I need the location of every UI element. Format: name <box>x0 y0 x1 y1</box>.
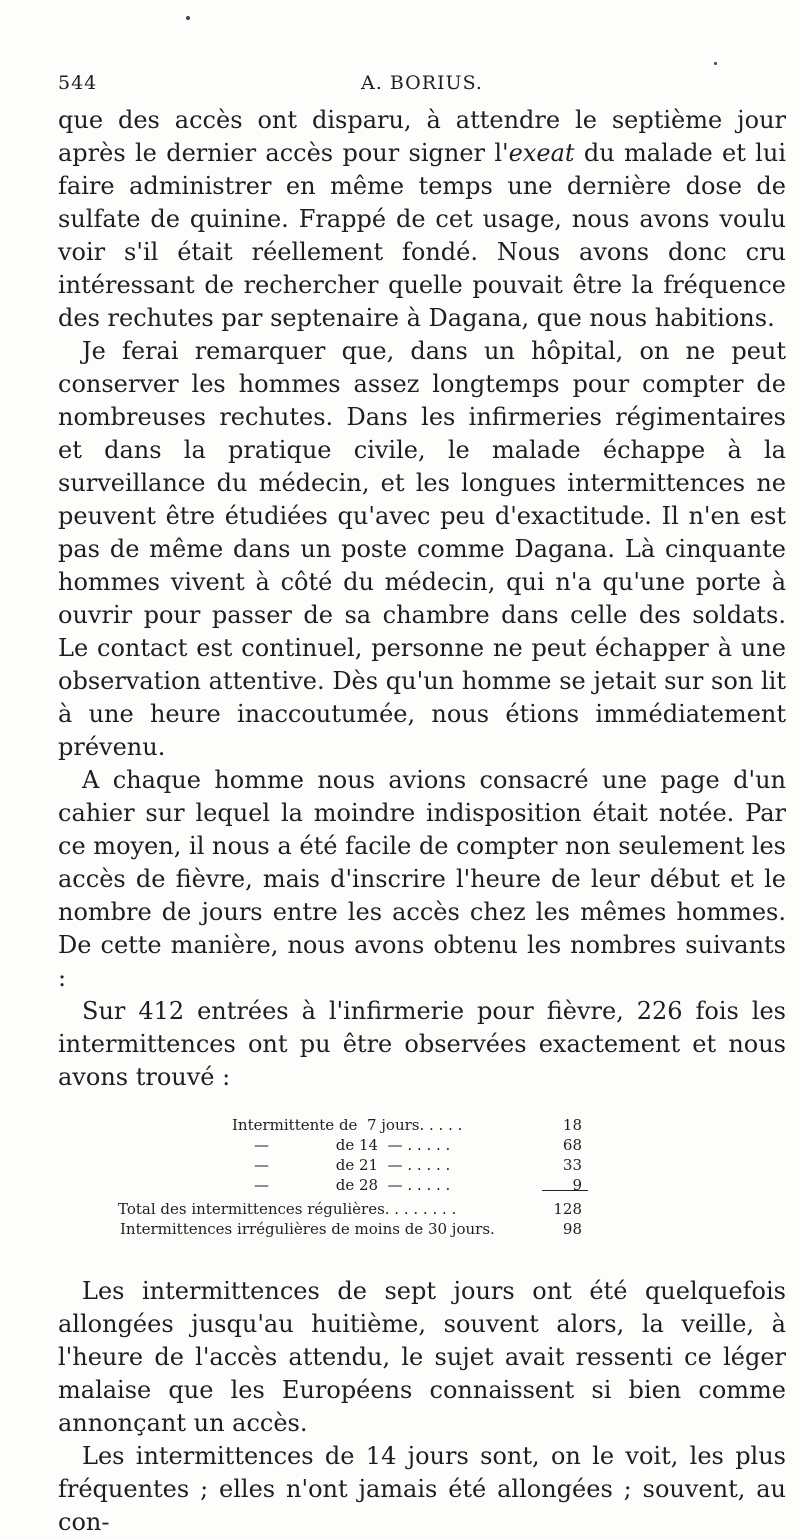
table-row <box>58 1116 786 1136</box>
page-number: 544 <box>58 72 98 94</box>
total-rule <box>542 1190 588 1191</box>
row-value: 33 <box>562 1156 582 1174</box>
running-head: A. BORIUS. <box>361 72 483 94</box>
paragraph-1: que des accès ont disparu, à attendre le septième jour après le dernier accès pour signer l'exeat du malade et lui faire administrer en même temps une dernière dose de sulfate de quinine. Frappé de cet usage, nous avons voulu voir s'il était réellement fondé. Nous avons donc cru intéressant de rechercher quelle pouvait être la fréquence des rechutes par septenaire à Dagana, que nous habitions. <box>58 106 786 332</box>
paragraph-6: Les intermittences de 14 jours sont, on le voit, les plus fréquentes ; elles n'ont jamais été allongées ; souvent, au con- <box>58 1442 786 1536</box>
row-label: — de 21 — . . . . . <box>254 1156 451 1174</box>
italic-term: exeat <box>508 139 575 167</box>
table-row <box>58 1156 786 1176</box>
total-value: 128 <box>553 1200 582 1218</box>
paragraph-4: Sur 412 entrées à l'infirmerie pour fièvre, 226 fois les intermittences ont pu être observées exactement et nous avons trouvé : <box>58 997 786 1091</box>
irregular-row <box>58 1220 786 1240</box>
total-label: Total des intermittences régulières. . . . . . . . <box>118 1200 457 1218</box>
table-row <box>58 1176 786 1196</box>
row-label: Intermittente de 7 jours. . . . . <box>232 1116 463 1134</box>
row-label: — de 28 — . . . . . <box>254 1176 451 1194</box>
paragraph-3: A chaque homme nous avions consacré une page d'un cahier sur lequel la moindre indisposition était notée. Par ce moyen, il nous a été facile de compter non seulement les accès de fièvre, mais d'inscrire l'heure de leur début et le nombre de jours entre les accès chez les mêmes hommes. De cette manière, nous avons obtenu les nombres suivants : <box>58 766 786 992</box>
row-label: — de 14 — . . . . . <box>254 1136 451 1154</box>
row-value: 9 <box>572 1176 582 1194</box>
page <box>58 72 786 1539</box>
intermittence-table <box>58 1110 786 1275</box>
scan-speck <box>714 62 717 65</box>
table-row <box>58 1136 786 1156</box>
row-value: 18 <box>562 1116 582 1134</box>
paragraph-2: Je ferai remarquer que, dans un hôpital, on ne peut conserver les hommes assez longtemps pour compter de nombreuses rechutes. Dans les infirmeries régimentaires et dans la pratique civile, le malade échappe à la surveillance du médecin, et les longues intermittences ne peuvent être étudiées qu'avec peu d'exactitude. Il n'en est pas de même dans un poste comme Dagana. Là cinquante hommes vivent à côté du médecin, qui n'a qu'une porte à ouvrir pour passer de sa chambre dans celle des soldats. Le contact est continuel, personne ne peut échapper à une observation attentive. Dès qu'un homme se jetait sur son lit à une heure inaccoutumée, nous étions immédiatement prévenu. <box>58 337 786 761</box>
irregular-value: 98 <box>562 1220 582 1238</box>
body-text <box>58 104 786 1094</box>
paragraph-5: Les intermittences de sept jours ont été quelquefois allongées jusqu'au huitième, souvent alors, la veille, à l'heure de l'accès attendu, le sujet avait ressenti ce léger malaise que les Européens connaissent si bien comme annonçant un accès. <box>58 1277 786 1437</box>
row-value: 68 <box>562 1136 582 1154</box>
body-text-continued <box>58 1275 786 1539</box>
page-header <box>58 72 786 104</box>
scan-speck <box>186 16 190 20</box>
total-row <box>58 1200 786 1220</box>
irregular-label: Intermittences irrégulières de moins de 30 jours. <box>120 1220 495 1238</box>
